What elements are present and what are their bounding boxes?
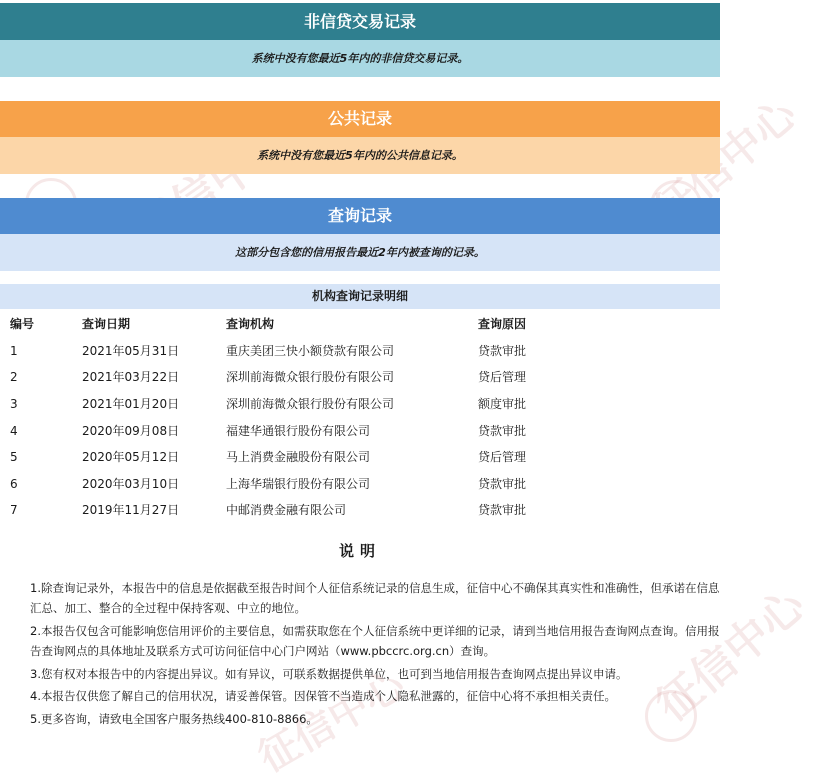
header-reason: 查询原因 [478,317,527,331]
query-record-section-title: 查询记录 [0,198,720,234]
explanation-item: 5.更多咨询，请致电全国客户服务热线400-810-8866。 [30,712,318,726]
cell-institution: 中邮消费金融有限公司 [226,503,347,517]
watermark: 征信中心 [647,579,815,732]
header-institution: 查询机构 [226,317,275,331]
cell-institution: 重庆美团三快小额贷款有限公司 [226,344,395,358]
query-table-caption: 机构查询记录明细 [0,284,720,309]
query-table-header [0,311,720,337]
cell-date: 2021年01月20日 [82,397,180,411]
cell-number: 4 [10,424,18,438]
non-credit-section-title: 非信贷交易记录 [0,3,720,40]
table-row [0,471,720,497]
cell-date: 2021年03月22日 [82,370,180,384]
cell-reason: 贷款审批 [478,503,527,517]
explanation-item: 4.本报告仅供您了解自己的信用状况，请妥善保管。因保管不当造成个人隐私泄露的，征信中心将不承担相关责任。 [30,689,616,703]
explanation-title: 说明 [338,542,381,560]
cell-institution: 深圳前海微众银行股份有限公司 [226,370,395,384]
non-credit-section-note: 系统中没有您最近5年内的非信贷交易记录。 [0,40,720,77]
table-row [0,338,720,364]
public-record-section-note: 系统中没有您最近5年内的公共信息记录。 [0,137,720,174]
table-row [0,444,720,470]
cell-institution: 深圳前海微众银行股份有限公司 [226,397,395,411]
cell-reason: 贷后管理 [478,370,527,384]
watermark: 征信中心 [645,89,806,235]
explanation-item: 2.本报告仅包含可能影响您信用评价的主要信息，如需获取您在个人征信系统中更详细的记录，请到当地信用报告查询网点查询。信用报告查询网点的具体地址及联系方式可访问征信中心门户网站（www.pbccrc.org.cn）查询。 [30,624,720,658]
cell-reason: 贷后管理 [478,450,527,464]
cell-institution: 上海华瑞银行股份有限公司 [226,477,371,491]
query-record-section-note: 这部分包含您的信用报告最近2年内被查询的记录。 [0,234,720,271]
explanation-item: 1.除查询记录外，本报告中的信息是依据截至报告时间个人征信系统记录的信息生成，征信中心不确保其真实性和准确性，但承诺在信息汇总、加工、整合的全过程中保持客观、中立的地位。 [30,581,720,615]
public-record-section-title: 公共记录 [0,101,720,137]
cell-reason: 额度审批 [478,397,527,411]
watermark: 征信中心 [250,660,413,782]
cell-reason: 贷款审批 [478,344,527,358]
watermark: 征信中心 [122,110,305,261]
table-row [0,497,720,523]
cell-reason: 贷款审批 [478,424,527,438]
cell-number: 2 [10,370,18,384]
table-row [0,418,720,444]
table-row [0,364,720,390]
cell-date: 2020年09月08日 [82,424,180,438]
cell-date: 2020年05月12日 [82,450,180,464]
cell-institution: 马上消费金融股份有限公司 [226,450,371,464]
cell-institution: 福建华通银行股份有限公司 [226,424,371,438]
cell-reason: 贷款审批 [478,477,527,491]
cell-number: 6 [10,477,18,491]
cell-date: 2020年03月10日 [82,477,180,491]
cell-number: 5 [10,450,18,464]
explanation-item: 3.您有权对本报告中的内容提出异议。如有异议，可联系数据提供单位，也可到当地信用报告查询网点提出异议申请。 [30,667,628,681]
cell-number: 7 [10,503,18,517]
table-row [0,391,720,417]
cell-number: 1 [10,344,18,358]
header-date: 查询日期 [82,317,131,331]
cell-date: 2021年05月31日 [82,344,180,358]
cell-date: 2019年11月27日 [82,503,180,517]
cell-number: 3 [10,397,18,411]
header-number: 编号 [10,317,35,331]
